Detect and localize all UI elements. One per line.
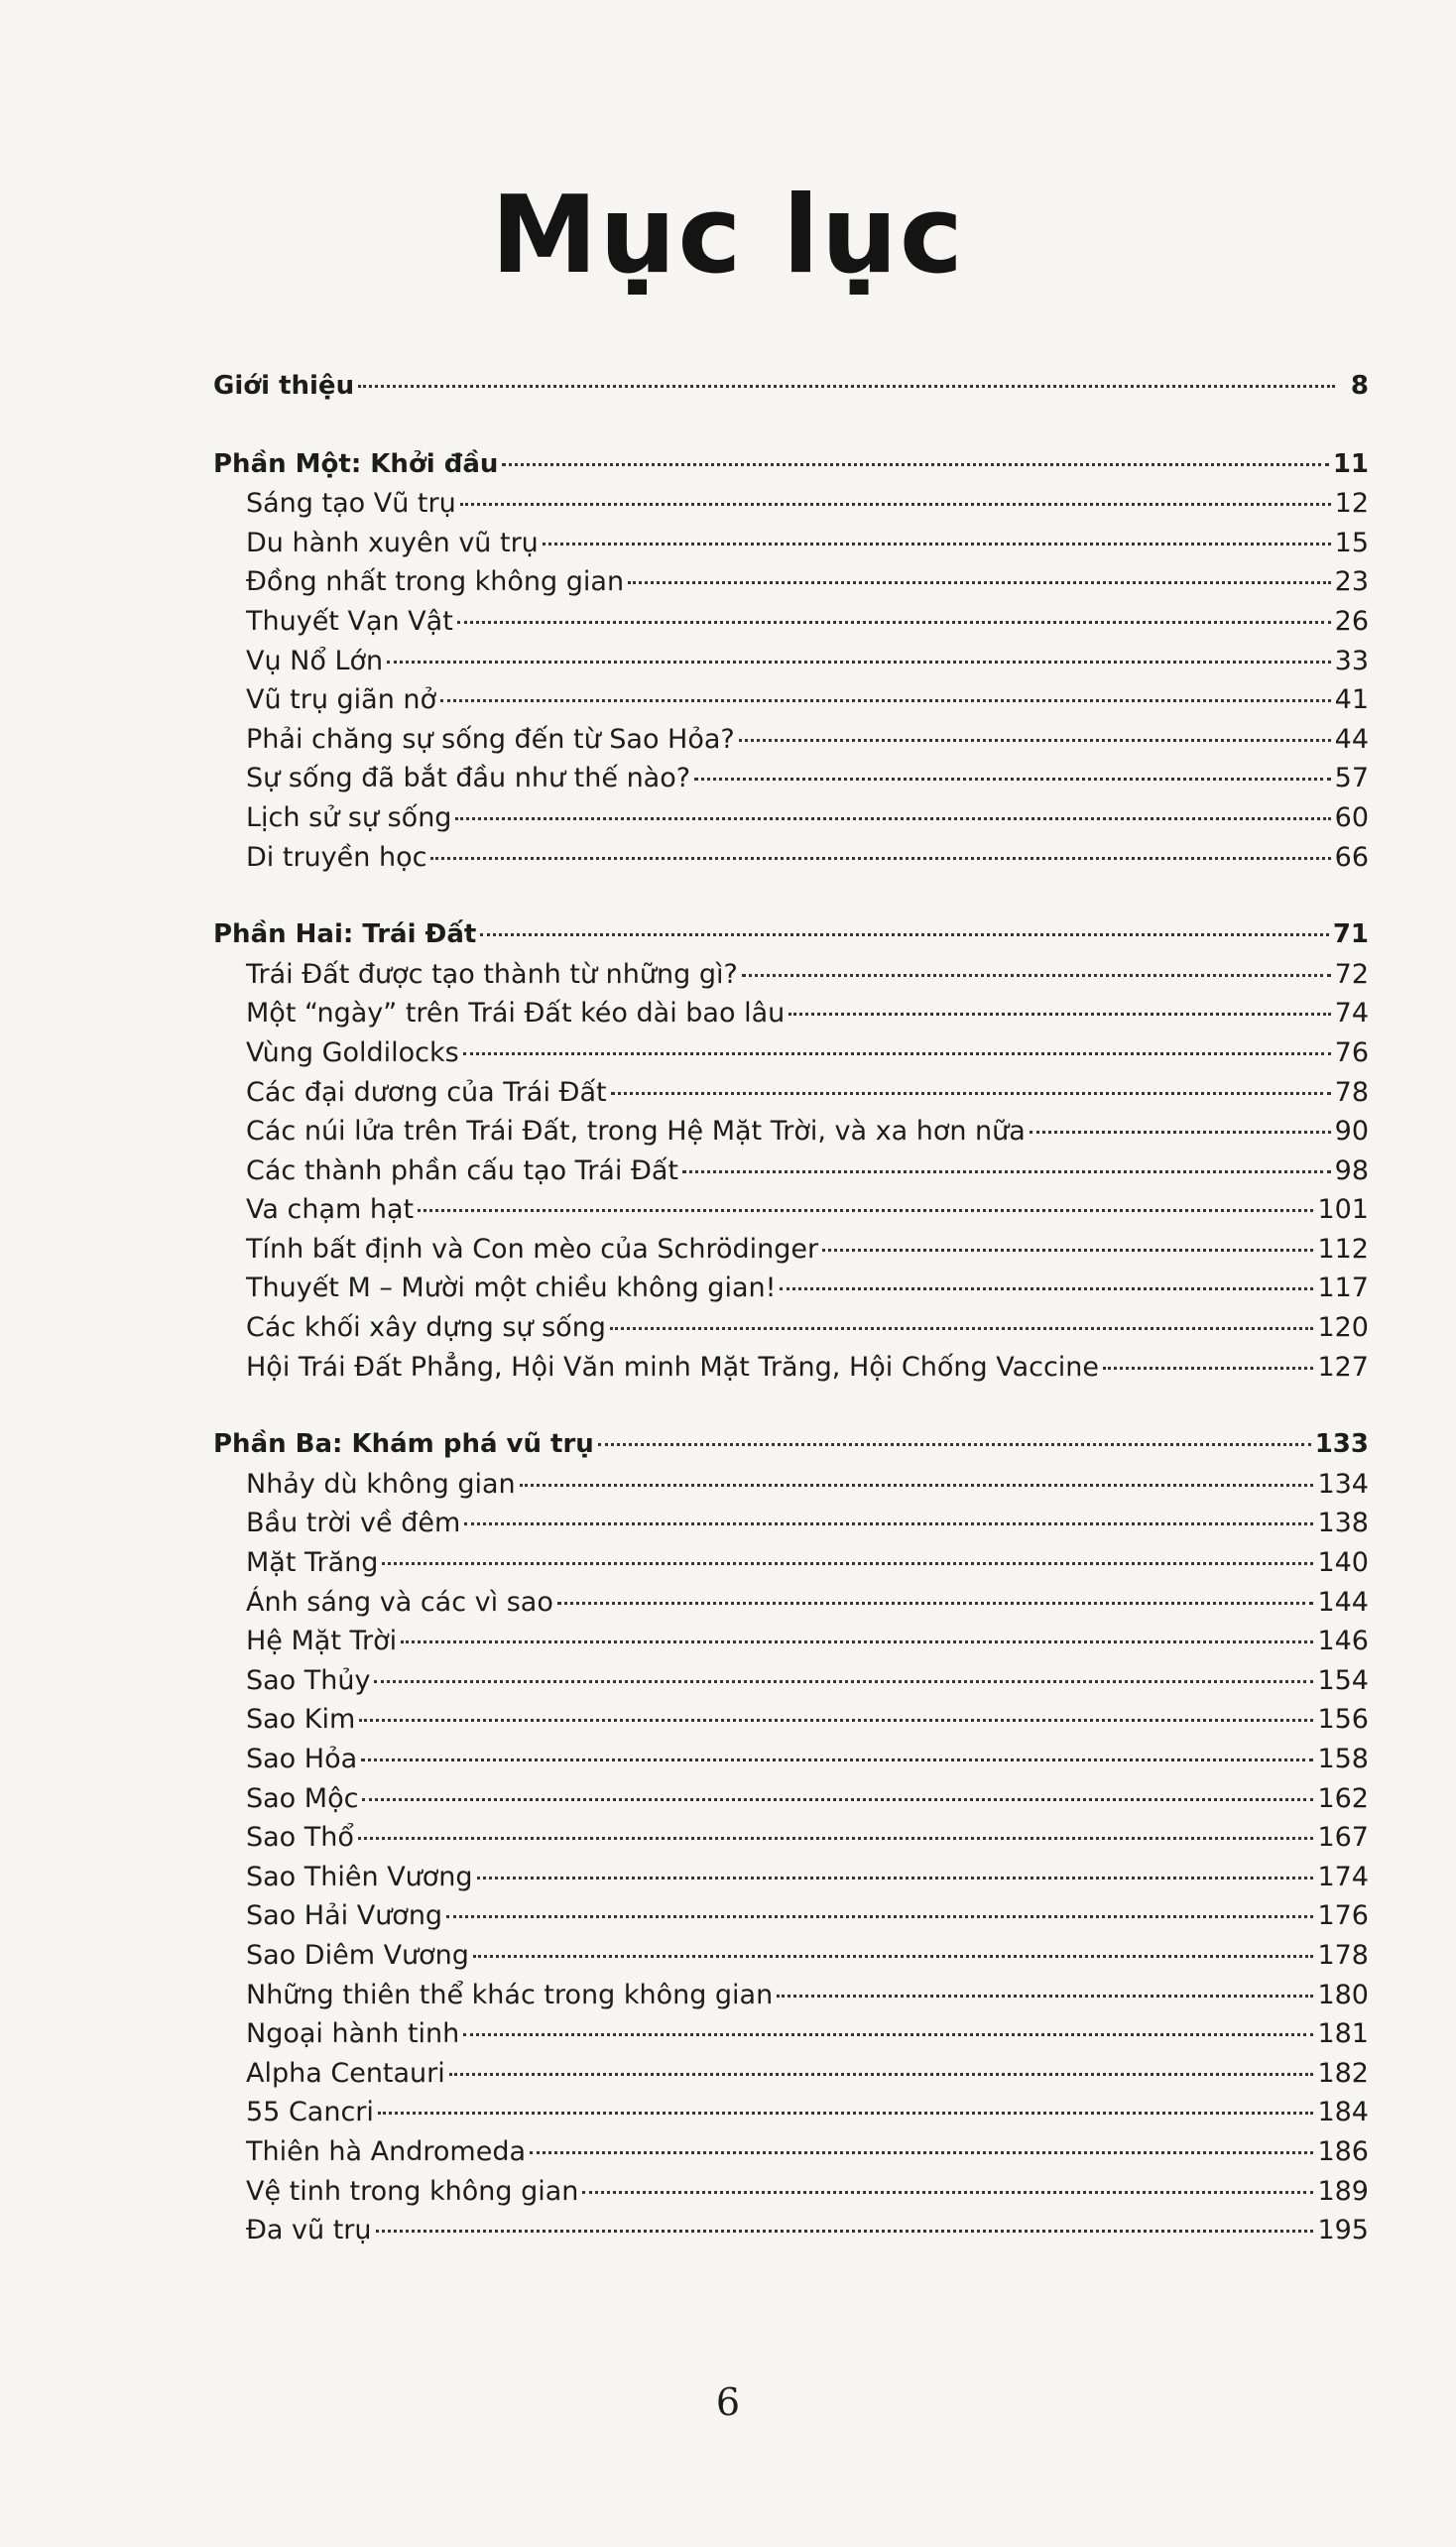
toc-part-heading	[213, 1425, 1369, 1465]
dot-leader	[430, 857, 1330, 860]
toc-entry-label: Thuyết M – Mười một chiều không gian!	[246, 1273, 777, 1304]
toc-entry-label: Vũ trụ giãn nở	[246, 684, 437, 716]
toc-chapter-row	[213, 1033, 1369, 1073]
dot-leader	[742, 974, 1331, 977]
dot-leader	[361, 1759, 1313, 1761]
toc-entry-page: 174	[1317, 1861, 1369, 1892]
table-of-contents	[213, 367, 1369, 2289]
toc-chapter-row	[213, 798, 1369, 838]
toc-chapter-row	[213, 2054, 1369, 2094]
toc-entry-page: 134	[1317, 1468, 1369, 1500]
dot-leader	[358, 385, 1335, 388]
dot-leader	[455, 817, 1330, 820]
toc-entry-label: Các đại dương của Trái Đất	[246, 1076, 607, 1108]
toc-entry-page: 33	[1334, 645, 1369, 676]
toc-chapter-row	[213, 1308, 1369, 1348]
toc-chapter-row	[213, 1622, 1369, 1661]
toc-entry-page: 66	[1334, 841, 1369, 873]
dot-leader	[610, 1327, 1314, 1330]
toc-entry-page: 8	[1350, 371, 1369, 401]
toc-entry-page: 182	[1317, 2057, 1369, 2089]
dot-leader	[460, 503, 1331, 506]
toc-chapter-row	[213, 1779, 1369, 1819]
toc-chapter-row	[213, 680, 1369, 720]
toc-entry-page: 112	[1317, 1233, 1369, 1265]
toc-entry-page: 101	[1317, 1194, 1369, 1226]
toc-entry-label: Phần Hai: Trái Đất	[213, 919, 477, 950]
toc-entry-label: Nhảy dù không gian	[246, 1468, 516, 1500]
dot-leader	[378, 2112, 1314, 2115]
toc-entry-page: 180	[1317, 1979, 1369, 2010]
toc-chapter-row	[213, 562, 1369, 602]
toc-chapter-row	[213, 524, 1369, 563]
toc-entry-label: Di truyền học	[246, 841, 427, 873]
toc-intro-group	[213, 367, 1369, 407]
toc-chapter-row	[213, 2211, 1369, 2250]
dot-leader	[530, 2151, 1313, 2154]
toc-entry-page: 41	[1334, 684, 1369, 716]
dot-leader	[358, 1837, 1314, 1840]
toc-entry-label: Sao Kim	[246, 1704, 356, 1736]
toc-entry-page: 154	[1317, 1664, 1369, 1696]
toc-entry-label: Trái Đất được tạo thành từ những gì?	[246, 958, 738, 990]
toc-chapter-row	[213, 1465, 1369, 1505]
toc-entry-label: Thiên hà Andromeda	[246, 2135, 526, 2167]
toc-chapter-row	[213, 642, 1369, 681]
toc-entry-label: Ngoại hành tinh	[246, 2018, 460, 2050]
toc-entry-label: Giới thiệu	[213, 371, 355, 401]
toc-chapter-row	[213, 759, 1369, 798]
toc-entry-label: Sao Diêm Vương	[246, 1939, 469, 1971]
toc-part-group	[213, 445, 1369, 878]
toc-entry-page: 57	[1334, 763, 1369, 794]
dot-leader	[557, 1602, 1314, 1605]
toc-chapter-row	[213, 2132, 1369, 2172]
toc-entry-page: 162	[1317, 1782, 1369, 1814]
dot-leader	[611, 1092, 1331, 1095]
toc-chapter-row	[213, 1112, 1369, 1152]
toc-entry-label: Thuyết Vạn Vật	[246, 605, 453, 637]
toc-entry-label: Sao Thiên Vương	[246, 1861, 473, 1892]
toc-chapter-row	[213, 1976, 1369, 2015]
toc-entry-label: Lịch sử sự sống	[246, 801, 452, 833]
toc-entry-label: Ánh sáng và các vì sao	[246, 1586, 553, 1618]
toc-chapter-row	[213, 1700, 1369, 1740]
toc-entry-label: Các núi lửa trên Trái Đất, trong Hệ Mặt Trời, và xa hơn nữa	[246, 1116, 1026, 1148]
toc-chapter-row	[213, 2093, 1369, 2132]
dot-leader	[682, 1170, 1331, 1173]
toc-entry-label: Một “ngày” trên Trái Đất kéo dài bao lâu	[246, 998, 786, 1030]
toc-entry-page: 120	[1317, 1312, 1369, 1344]
toc-chapter-row	[213, 1190, 1369, 1230]
dot-leader	[582, 2191, 1313, 2194]
page-title: Mục lục	[491, 174, 965, 298]
toc-chapter-row	[213, 994, 1369, 1033]
toc-entry-label: Hệ Mặt Trời	[246, 1626, 398, 1657]
dot-leader	[446, 1915, 1313, 1918]
dot-leader	[401, 1640, 1313, 1643]
toc-entry-label: Sao Mộc	[246, 1782, 359, 1814]
toc-intro-row	[213, 367, 1369, 407]
toc-entry-page: 71	[1332, 919, 1369, 950]
toc-chapter-row	[213, 2172, 1369, 2212]
toc-entry-page: 60	[1334, 801, 1369, 833]
dot-leader	[780, 1287, 1313, 1290]
dot-leader	[473, 1955, 1314, 1958]
dot-leader	[502, 463, 1328, 466]
toc-chapter-row	[213, 484, 1369, 524]
dot-leader	[463, 2033, 1313, 2036]
toc-entry-page: 186	[1317, 2135, 1369, 2167]
toc-entry-label: Vụ Nổ Lớn	[246, 645, 384, 676]
dot-leader	[777, 1995, 1313, 1998]
toc-chapter-row	[213, 1230, 1369, 1270]
toc-entry-page: 146	[1317, 1626, 1369, 1657]
toc-chapter-row	[213, 1936, 1369, 1976]
toc-entry-page: 78	[1334, 1076, 1369, 1108]
toc-chapter-row	[213, 1543, 1369, 1583]
toc-chapter-row	[213, 1858, 1369, 1897]
toc-chapter-row	[213, 1583, 1369, 1623]
dot-leader	[520, 1484, 1314, 1487]
dot-leader	[480, 933, 1329, 936]
dot-leader	[739, 739, 1331, 742]
toc-entry-label: Phần Một: Khởi đầu	[213, 448, 499, 479]
toc-entry-page: 26	[1334, 605, 1369, 637]
toc-entry-page: 181	[1317, 2018, 1369, 2050]
dot-leader	[628, 581, 1331, 584]
toc-chapter-row	[213, 1073, 1369, 1113]
page-number: 6	[715, 2380, 741, 2424]
toc-entry-label: 55 Cancri	[246, 2097, 374, 2128]
toc-entry-page: 156	[1317, 1704, 1369, 1736]
toc-chapter-row	[213, 1740, 1369, 1779]
toc-entry-label: Vùng Goldilocks	[246, 1036, 459, 1068]
toc-entry-label: Sự sống đã bắt đầu như thế nào?	[246, 763, 691, 794]
toc-chapter-row	[213, 1896, 1369, 1936]
toc-entry-label: Vệ tinh trong không gian	[246, 2175, 579, 2207]
toc-part-heading	[213, 915, 1369, 955]
toc-entry-page: 90	[1334, 1116, 1369, 1148]
toc-entry-page: 15	[1334, 527, 1369, 558]
toc-entry-label: Đa vũ trụ	[246, 2215, 372, 2246]
toc-entry-page: 72	[1334, 958, 1369, 990]
toc-entry-label: Phải chăng sự sống đến từ Sao Hỏa?	[246, 723, 735, 755]
toc-entry-page: 44	[1334, 723, 1369, 755]
toc-part-group	[213, 915, 1369, 1387]
toc-entry-label: Sáng tạo Vũ trụ	[246, 488, 456, 520]
dot-leader	[362, 1798, 1313, 1801]
toc-entry-page: 158	[1317, 1744, 1369, 1774]
toc-chapter-row	[213, 720, 1369, 760]
dot-leader	[543, 543, 1331, 546]
dot-leader	[457, 621, 1331, 624]
toc-chapter-row	[213, 602, 1369, 642]
dot-leader	[387, 661, 1331, 664]
toc-entry-page: 184	[1317, 2097, 1369, 2128]
toc-entry-page: 133	[1314, 1429, 1369, 1460]
toc-entry-label: Các thành phần cấu tạo Trái Đất	[246, 1154, 678, 1186]
dot-leader	[418, 1209, 1313, 1212]
toc-entry-page: 195	[1317, 2215, 1369, 2246]
dot-leader	[789, 1013, 1330, 1016]
toc-part-heading	[213, 445, 1369, 485]
toc-chapter-row	[213, 1818, 1369, 1858]
toc-entry-label: Hội Trái Đất Phẳng, Hội Văn minh Mặt Trăng, Hội Chống Vaccine	[246, 1351, 1100, 1383]
toc-entry-label: Các khối xây dựng sự sống	[246, 1312, 606, 1344]
dot-leader	[464, 1522, 1313, 1525]
toc-entry-label: Mặt Trăng	[246, 1547, 379, 1579]
toc-chapter-row	[213, 1504, 1369, 1543]
toc-entry-page: 189	[1317, 2175, 1369, 2207]
toc-entry-page: 176	[1317, 1900, 1369, 1932]
toc-chapter-row	[213, 1348, 1369, 1388]
toc-entry-page: 138	[1317, 1508, 1369, 1539]
toc-entry-page: 98	[1334, 1154, 1369, 1186]
toc-entry-label: Sao Hỏa	[246, 1744, 358, 1774]
toc-entry-label: Những thiên thể khác trong không gian	[246, 1979, 774, 2010]
toc-entry-page: 117	[1317, 1273, 1369, 1304]
toc-chapter-row	[213, 1661, 1369, 1701]
dot-leader	[449, 2073, 1314, 2076]
toc-chapter-row	[213, 955, 1369, 995]
toc-entry-label: Phần Ba: Khám phá vũ trụ	[213, 1429, 594, 1460]
toc-entry-label: Tính bất định và Con mèo của Schrödinger	[246, 1233, 819, 1265]
toc-entry-page: 11	[1332, 448, 1369, 479]
dot-leader	[463, 1052, 1331, 1055]
toc-entry-label: Va chạm hạt	[246, 1194, 415, 1226]
toc-entry-label: Bầu trời về đêm	[246, 1508, 461, 1539]
dot-leader	[694, 778, 1331, 781]
dot-leader	[477, 1877, 1314, 1880]
dot-leader	[822, 1249, 1313, 1252]
toc-entry-label: Sao Thổ	[246, 1822, 354, 1854]
toc-entry-page: 127	[1317, 1351, 1369, 1383]
toc-parts	[213, 445, 1369, 2250]
toc-entry-label: Đồng nhất trong không gian	[246, 566, 625, 598]
dot-leader	[374, 1680, 1313, 1683]
toc-entry-page: 140	[1317, 1547, 1369, 1579]
toc-entry-page: 12	[1334, 488, 1369, 520]
toc-entry-label: Du hành xuyên vũ trụ	[246, 527, 539, 558]
dot-leader	[382, 1562, 1313, 1565]
toc-entry-label: Alpha Centauri	[246, 2057, 445, 2089]
dot-leader	[1030, 1131, 1331, 1134]
dot-leader	[440, 699, 1331, 702]
toc-entry-page: 76	[1334, 1036, 1369, 1068]
dot-leader	[376, 2230, 1314, 2233]
toc-entry-page: 144	[1317, 1586, 1369, 1618]
toc-entry-page: 178	[1317, 1939, 1369, 1971]
toc-chapter-row	[213, 838, 1369, 878]
toc-chapter-row	[213, 1152, 1369, 1191]
dot-leader	[359, 1719, 1313, 1722]
toc-entry-label: Sao Hải Vương	[246, 1900, 443, 1932]
toc-part-group	[213, 1425, 1369, 2249]
toc-entry-label: Sao Thủy	[246, 1664, 371, 1696]
toc-entry-page: 167	[1317, 1822, 1369, 1854]
toc-entry-page: 74	[1334, 998, 1369, 1030]
dot-leader	[598, 1443, 1311, 1446]
toc-chapter-row	[213, 2014, 1369, 2054]
toc-chapter-row	[213, 1269, 1369, 1308]
toc-entry-page: 23	[1334, 566, 1369, 598]
dot-leader	[1103, 1367, 1313, 1370]
